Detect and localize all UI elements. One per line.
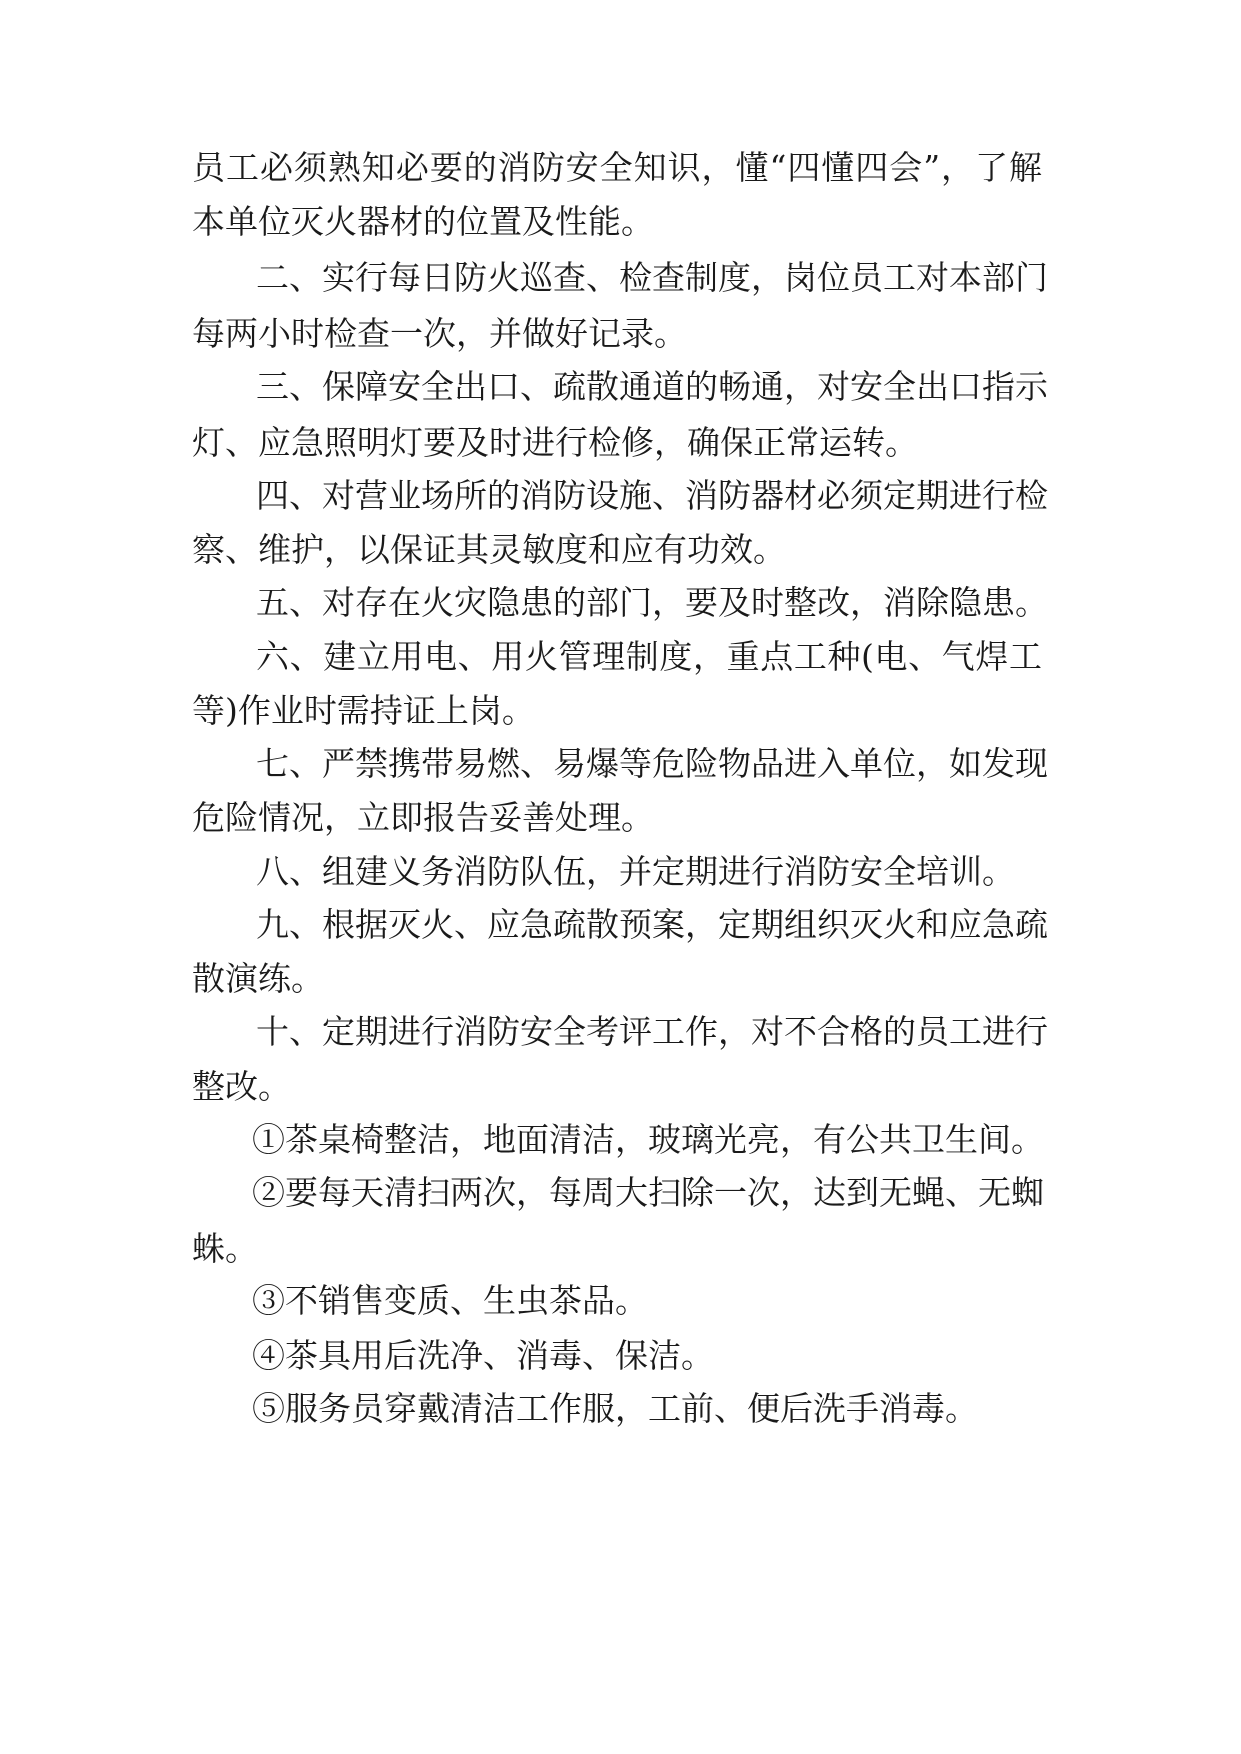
text-line: 九、根据灭火、应急疏散预案，定期组织灭火和应急疏 (256, 905, 1048, 944)
text-line: ①茶桌椅整洁，地面清洁，玻璃光亮，有公共卫生间。 (252, 1120, 1044, 1159)
text-line: ⑤服务员穿戴清洁工作服，工前、便后洗手消毒。 (252, 1389, 978, 1428)
text-line: 四、对营业场所的消防设施、消防器材必须定期进行检 (256, 476, 1048, 515)
text-line: 等)作业时需持证上岗。 (192, 691, 535, 730)
text-line: 六、建立用电、用火管理制度，重点工种(电、气焊工 (256, 637, 1042, 676)
text-line: 十、定期进行消防安全考评工作，对不合格的员工进行 (256, 1012, 1048, 1051)
text-line: 灯、应急照明灯要及时进行检修，确保正常运转。 (192, 423, 918, 462)
text-line: 七、严禁携带易燃、易爆等危险物品进入单位，如发现 (256, 744, 1048, 783)
text-line: 三、保障安全出口、疏散通道的畅通，对安全出口指示 (256, 367, 1048, 406)
text-line: 五、对存在火灾隐患的部门，要及时整改，消除隐患。 (256, 583, 1048, 622)
text-line: 二、实行每日防火巡查、检查制度，岗位员工对本部门 (256, 258, 1048, 297)
text-line: 散演练。 (192, 959, 324, 998)
text-line: 整改。 (192, 1067, 291, 1106)
text-line: 本单位灭火器材的位置及性能。 (192, 202, 654, 241)
text-line: 八、组建义务消防队伍，并定期进行消防安全培训。 (256, 852, 1015, 891)
text-line: ④茶具用后洗净、消毒、保洁。 (252, 1336, 714, 1375)
text-line: 察、维护，以保证其灵敏度和应有功效。 (192, 530, 786, 569)
text-line: 蛛。 (192, 1229, 258, 1268)
text-line: 危险情况，立即报告妥善处理。 (192, 798, 654, 837)
text-line: 员工必须熟知必要的消防安全知识，懂“四懂四会”，了解 (192, 148, 1042, 187)
text-line: 每两小时检查一次，并做好记录。 (192, 314, 687, 353)
text-line: ②要每天清扫两次，每周大扫除一次，达到无蝇、无蜘 (252, 1173, 1044, 1212)
text-line: ③不销售变质、生虫茶品。 (252, 1281, 648, 1320)
